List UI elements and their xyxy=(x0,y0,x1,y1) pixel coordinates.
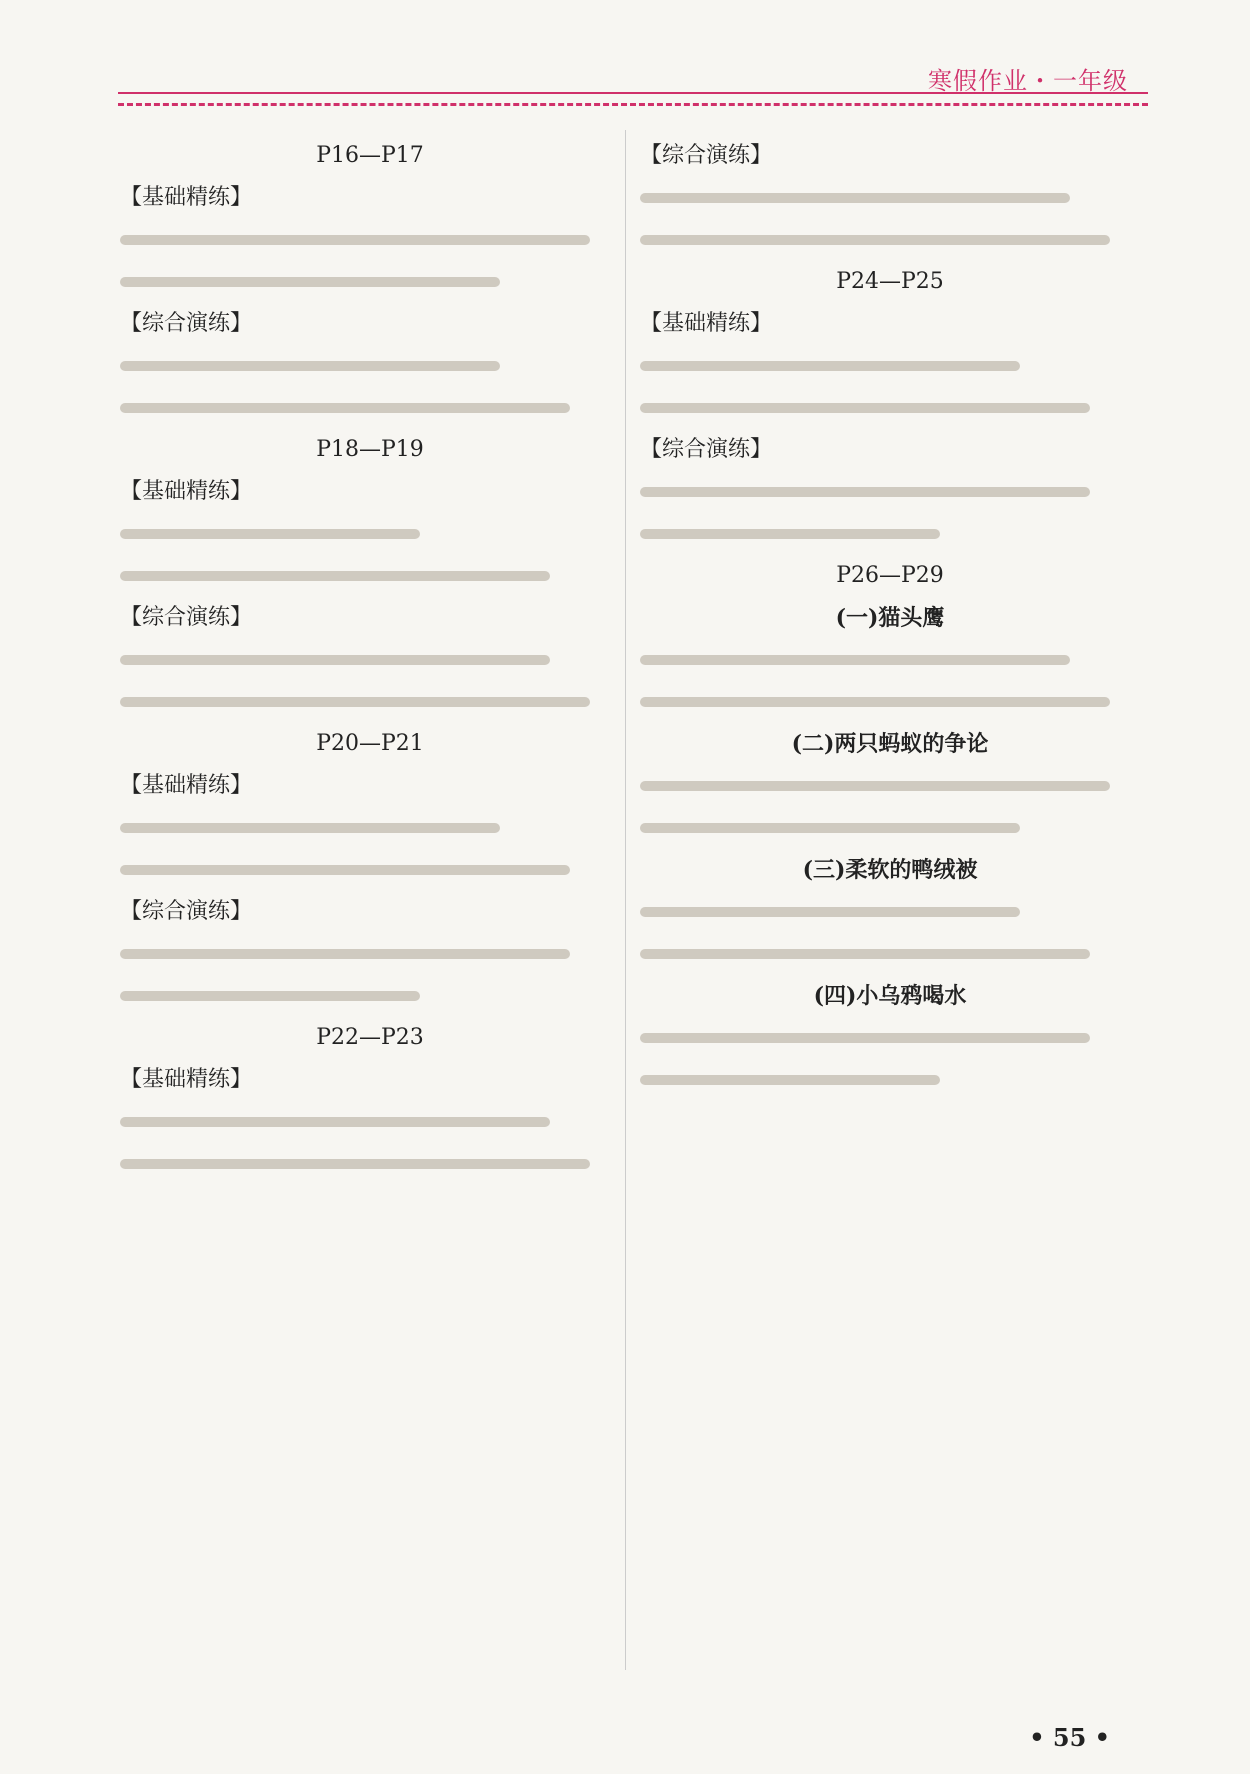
answer-line-placeholder xyxy=(640,681,1140,723)
answer-line-placeholder xyxy=(640,1017,1140,1059)
answer-line-placeholder xyxy=(640,639,1140,681)
answer-line-placeholder xyxy=(120,933,620,975)
answer-line-placeholder xyxy=(640,513,1140,555)
answer-line-placeholder xyxy=(640,471,1140,513)
page-range-heading: P16—P17 xyxy=(316,143,424,168)
answer-line-placeholder xyxy=(640,765,1140,807)
answer-line-placeholder xyxy=(120,513,620,555)
answer-line-placeholder xyxy=(120,681,620,723)
page-number: • 55 • xyxy=(1029,1723,1110,1752)
page-range-heading: P18—P19 xyxy=(316,437,424,462)
answer-line-placeholder xyxy=(120,1143,620,1185)
answer-line-placeholder xyxy=(120,387,620,429)
passage-title: (三)柔软的鸭绒被 xyxy=(802,857,978,883)
answer-line-placeholder xyxy=(120,345,620,387)
section-label: 【基础精练】 xyxy=(120,1067,253,1092)
answer-line-placeholder xyxy=(120,1101,620,1143)
answer-line-placeholder xyxy=(640,177,1140,219)
section-label: 【基础精练】 xyxy=(120,479,253,504)
section-label: 【基础精练】 xyxy=(640,311,773,336)
page-range-heading: P24—P25 xyxy=(836,269,944,294)
header-dashed-rule xyxy=(118,103,1148,106)
passage-title: (一)猫头鹰 xyxy=(835,605,945,631)
column-divider xyxy=(625,130,626,1670)
answer-line-placeholder xyxy=(120,639,620,681)
answer-line-placeholder xyxy=(120,219,620,261)
section-label: 【综合演练】 xyxy=(120,311,253,336)
answer-line-placeholder xyxy=(120,849,620,891)
answer-line-placeholder xyxy=(120,807,620,849)
section-label: 【综合演练】 xyxy=(640,437,773,462)
page-range-heading: P22—P23 xyxy=(316,1025,424,1050)
answer-line-placeholder xyxy=(640,345,1140,387)
answer-line-placeholder xyxy=(120,555,620,597)
section-label: 【综合演练】 xyxy=(120,605,253,630)
header-rule xyxy=(118,92,1148,94)
header-title: 寒假作业・一年级 xyxy=(928,67,1128,95)
answer-line-placeholder xyxy=(640,891,1140,933)
answer-line-placeholder xyxy=(640,933,1140,975)
answer-line-placeholder xyxy=(120,975,620,1017)
page-range-heading: P26—P29 xyxy=(836,563,944,588)
page-range-heading: P20—P21 xyxy=(316,731,424,756)
section-label: 【综合演练】 xyxy=(120,899,253,924)
answer-line-placeholder xyxy=(640,807,1140,849)
section-label: 【基础精练】 xyxy=(120,185,253,210)
section-label: 【基础精练】 xyxy=(120,773,253,798)
right-column xyxy=(640,135,1140,1101)
section-label: 【综合演练】 xyxy=(640,143,773,168)
page-header xyxy=(118,55,1148,115)
left-column xyxy=(120,135,620,1185)
passage-title: (二)两只蚂蚁的争论 xyxy=(791,731,989,757)
answer-line-placeholder xyxy=(640,387,1140,429)
answer-line-placeholder xyxy=(640,219,1140,261)
answer-line-placeholder xyxy=(640,1059,1140,1101)
passage-title: (四)小乌鸦喝水 xyxy=(813,983,967,1009)
answer-line-placeholder xyxy=(120,261,620,303)
